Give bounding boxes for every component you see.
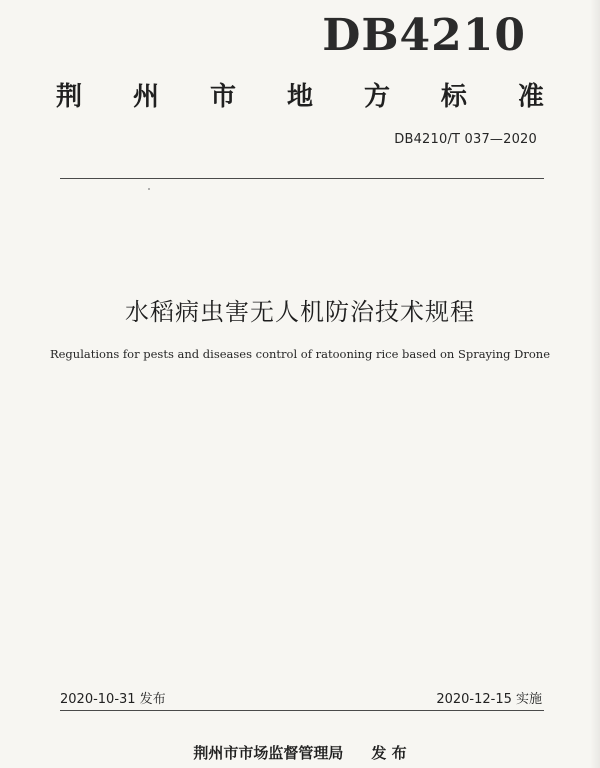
local-standard-char: 准 bbox=[517, 82, 544, 112]
local-standard-char: 方 bbox=[363, 82, 390, 112]
document-number: DB4210/T 037—2020 bbox=[394, 132, 537, 147]
publisher-name: 荆州市市场监督管理局 bbox=[193, 744, 344, 762]
implementation-date: 2020-12-15 实施 bbox=[436, 692, 542, 707]
local-standard-char: 标 bbox=[440, 82, 467, 112]
page-edge-shadow bbox=[590, 0, 600, 768]
local-standard-char: 市 bbox=[209, 82, 236, 112]
english-title: Regulations for pests and diseases control of ratooning rice based on Spraying Drone bbox=[49, 347, 551, 361]
local-standard-char: 荆 bbox=[56, 82, 83, 112]
publish-word: 发 布 bbox=[371, 744, 407, 762]
bottom-divider bbox=[60, 710, 544, 711]
scan-speck bbox=[148, 188, 150, 190]
publisher-line bbox=[0, 742, 600, 763]
local-standard-char: 州 bbox=[132, 82, 159, 112]
local-standard-title bbox=[56, 84, 544, 110]
chinese-title: 水稻病虫害无人机防治技术规程 bbox=[125, 298, 475, 326]
issue-date: 2020-10-31 发布 bbox=[60, 692, 166, 707]
local-standard-char: 地 bbox=[286, 82, 313, 112]
top-divider bbox=[60, 178, 544, 179]
standard-code: DB4210 bbox=[322, 10, 526, 61]
